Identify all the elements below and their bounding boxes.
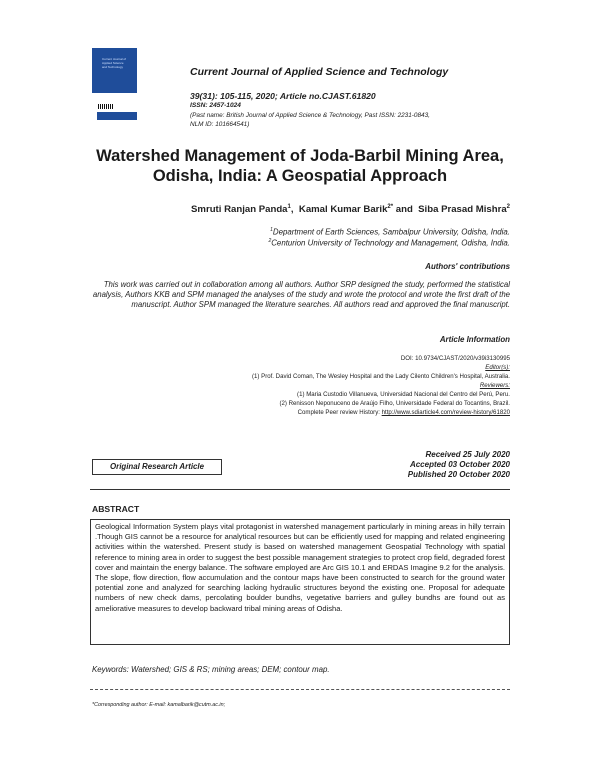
journal-banner-icon xyxy=(97,112,137,120)
review-history xyxy=(298,409,510,416)
received-date: Received 25 July 2020 xyxy=(425,450,510,459)
author-separator: and xyxy=(393,204,416,216)
review-history-label: Complete Peer review History: xyxy=(297,409,382,416)
volume-line: 39(31): 105-115, 2020; Article no.CJAST.61820 xyxy=(190,91,376,101)
abstract-box xyxy=(90,519,510,645)
author-affil-mark: 1 xyxy=(287,204,291,210)
affiliation xyxy=(268,238,510,248)
author-separator: , xyxy=(290,204,297,216)
footnote-divider xyxy=(90,689,510,690)
review-history-link[interactable]: http://www.sdiarticle4.com/review-history/61820 xyxy=(381,409,510,416)
editors-label: Editor(s): xyxy=(485,364,510,371)
article-type-box: Original Research Article xyxy=(92,459,222,475)
keywords: Keywords: Watershed; GIS & RS; mining areas; DEM; contour map. xyxy=(92,665,330,674)
logo-text-line-3: and Technology xyxy=(102,65,123,69)
past-name-line-1: (Past name: British Journal of Applied Science & Technology, Past ISSN: 2231-0843, xyxy=(190,112,430,119)
corresponding-author-footnote: *Corresponding author: E-mail: kamalbarik@cutm.ac.in; xyxy=(92,702,226,708)
contributions-heading: Authors' contributions xyxy=(425,262,510,271)
divider xyxy=(90,489,510,490)
affiliation-text: Centurion University of Technology and Management, Odisha, India. xyxy=(271,238,510,248)
author-name: Kamal Kumar Barik xyxy=(298,204,388,216)
article-info-heading: Article Information xyxy=(439,335,510,344)
reviewers-label: Reviewers: xyxy=(479,382,510,389)
reviewer-entry: (2) Renisson Neponuceno de Araújo Filho, Universidade Federal do Tocantins, Brazil. xyxy=(279,400,510,407)
editor-entry: (1) Prof. David Coman, The Wesley Hospital and the Lady Cilento Children's Hospital, Australia. xyxy=(251,373,510,380)
abstract-heading: ABSTRACT xyxy=(92,504,140,514)
doi: DOI: 10.9734/CJAST/2020/v39i3130995 xyxy=(400,355,510,362)
logo-text-line-2: Applied Science xyxy=(102,61,124,65)
affiliation-mark: 1 xyxy=(270,227,273,233)
journal-logo xyxy=(92,48,137,93)
issn: ISSN: 2457-1024 xyxy=(190,102,241,109)
author-affil-mark: 2* xyxy=(387,204,394,210)
author-affil-mark: 2 xyxy=(506,204,510,210)
affiliation-text: Department of Earth Sciences, Sambalpur University, Odisha, India. xyxy=(272,227,510,237)
author-name: Siba Prasad Mishra xyxy=(418,204,507,216)
contributions-text: This work was carried out in collaboration among all authors. Author SRP designed the study, performed the statistical analysis, Authors KKB and SPM managed the analyses of the study and wrote the protocol and wrote the first draft of the manuscript. Author SPM managed the literature searches. All authors read and approved the final manuscript. xyxy=(92,280,510,310)
affiliation xyxy=(270,227,510,237)
title-line-1: Watershed Management of Joda-Barbil Mining Area, xyxy=(96,147,504,165)
abstract-text: Geological Information System plays vital protagonist in watershed management particularly in mining areas in hilly terrain .Though GIS cannot be a resource for analytical resources but can be efficiently used for mapping and related engineering activities within the watershed. Present study is based on watershed management Geospatial Technology with spatial reference to mining area in order to suggest the best possible management strategies to protect crop field, degraded forest cover and maintain the energy balance. The software employed are Arc GIS 10.1 and ERDAS Imagine 9.2 for the analysis. The slope, flow direction, flow accumulation and the contour maps have been constructed to search for the ground water potential zone and analyzed for searching lacking hydraulic structures beyond the existing one. Proposal for adequate numbers of new check dams, percolating boulder bundhs, vegetative barriers and gulley bundhs are found out as ameliorative measures to develop backward tribal mining areas of Odisha. xyxy=(95,522,505,613)
author-name: Smruti Ranjan Panda xyxy=(191,204,288,216)
barcode-icon xyxy=(98,104,113,109)
page-title xyxy=(60,147,540,186)
journal-name: Current Journal of Applied Science and Technology xyxy=(190,66,449,78)
affiliation-mark: 2 xyxy=(268,238,272,244)
reviewer-entry: (1) Maria Custodio Villanueva, Universidad Nacional del Centro del Perú, Peru. xyxy=(297,391,510,398)
title-line-2: Odisha, India: A Geospatial Approach xyxy=(152,166,448,185)
accepted-date: Accepted 03 October 2020 xyxy=(409,460,510,469)
published-date: Published 20 October 2020 xyxy=(407,470,510,479)
past-name xyxy=(190,111,430,129)
logo-text-line-1: Current Journal of xyxy=(102,57,127,61)
past-name-line-2: NLM ID: 101664541) xyxy=(190,121,250,128)
author-list xyxy=(191,204,510,215)
